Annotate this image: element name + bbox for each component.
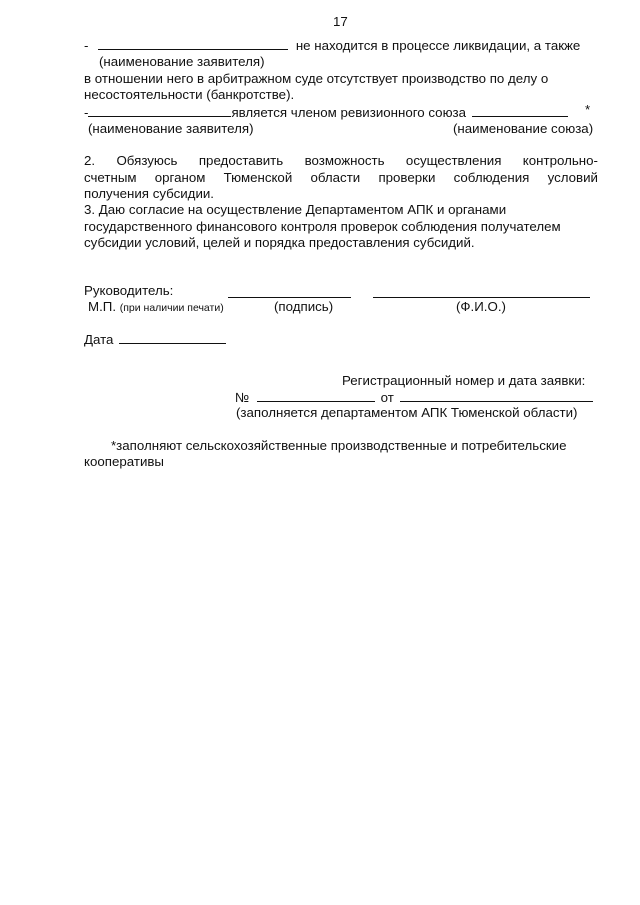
audit-union-dash: - <box>84 105 89 120</box>
item2-word: предоставить <box>198 153 284 168</box>
registration-title: Регистрационный номер и дата заявки: <box>342 373 586 388</box>
footnote-line-2: кооперативы <box>84 454 164 469</box>
registration-number-blank <box>257 389 375 402</box>
item2-line-3: получения субсидии. <box>84 186 214 201</box>
audit-union-caption: (наименование союза) <box>453 121 594 136</box>
union-name-blank <box>472 104 568 117</box>
head-label: Руководитель: <box>84 283 174 298</box>
item3-line-3: субсидии условий, целей и порядка предоставления субсидий. <box>84 235 475 250</box>
from-word: от <box>380 390 394 405</box>
stamp-note: (при наличии печати) <box>119 302 224 314</box>
liquidation-text: не находится в процессе ликвидации, а также <box>295 38 581 53</box>
audit-union-text: является членом ревизионного союза <box>231 105 467 120</box>
registration-date-blank <box>400 389 593 402</box>
liquidation-line-2: в отношении него в арбитражном суде отсутствует производство по делу о <box>84 71 549 86</box>
item2-line-2 <box>84 170 598 186</box>
liquidation-line <box>84 37 580 54</box>
full-name-caption: (Ф.И.О.) <box>456 299 506 314</box>
liquidation-line-3: несостоятельности (банкротстве). <box>84 87 295 102</box>
item2-word: органом <box>154 170 206 185</box>
item2-word: проверки <box>378 170 436 185</box>
date-row <box>84 331 226 348</box>
item2-word: условий <box>547 170 598 185</box>
audit-applicant-blank <box>88 104 231 117</box>
full-name-blank <box>373 285 590 298</box>
audit-applicant-caption: (наименование заявителя) <box>88 121 254 136</box>
applicant-name-blank <box>98 37 288 50</box>
item2-word: осуществления <box>405 153 502 168</box>
registration-row <box>235 389 593 406</box>
item2-word: контрольно- <box>522 153 598 168</box>
item2-word: области <box>310 170 361 185</box>
item2-word: возможность <box>304 153 385 168</box>
stamp-label-row <box>88 299 224 316</box>
item2-word: Тюменской <box>223 170 293 185</box>
item2-line-1 <box>84 153 598 169</box>
number-sign: № <box>235 390 250 405</box>
item2-word: счетным <box>84 170 137 185</box>
item3-line-1: 3. Даю согласие на осуществление Департаментом АПК и органами <box>84 202 507 217</box>
date-label: Дата <box>84 332 114 347</box>
registration-caption: (заполняется департаментом АПК Тюменской области) <box>236 405 578 420</box>
audit-union-line <box>84 104 568 121</box>
item3-line-2: государственного финансового контроля проверок соблюдения получателем <box>84 219 561 234</box>
stamp-label: М.П. <box>88 299 117 314</box>
liquidation-applicant-caption: (наименование заявителя) <box>99 54 265 69</box>
item2-word: 2. <box>84 153 96 168</box>
signature-blank <box>228 285 351 298</box>
signature-caption: (подпись) <box>274 299 334 314</box>
page-number: 17 <box>333 14 348 29</box>
liquidation-dash: - <box>84 38 89 53</box>
date-blank <box>119 331 226 344</box>
item2-word: соблюдения <box>453 170 530 185</box>
footnote-line-1: *заполняют сельскохозяйственные производственные и потребительские <box>111 438 567 453</box>
audit-union-asterisk: * <box>585 102 591 117</box>
item2-word: Обязуюсь <box>116 153 178 168</box>
